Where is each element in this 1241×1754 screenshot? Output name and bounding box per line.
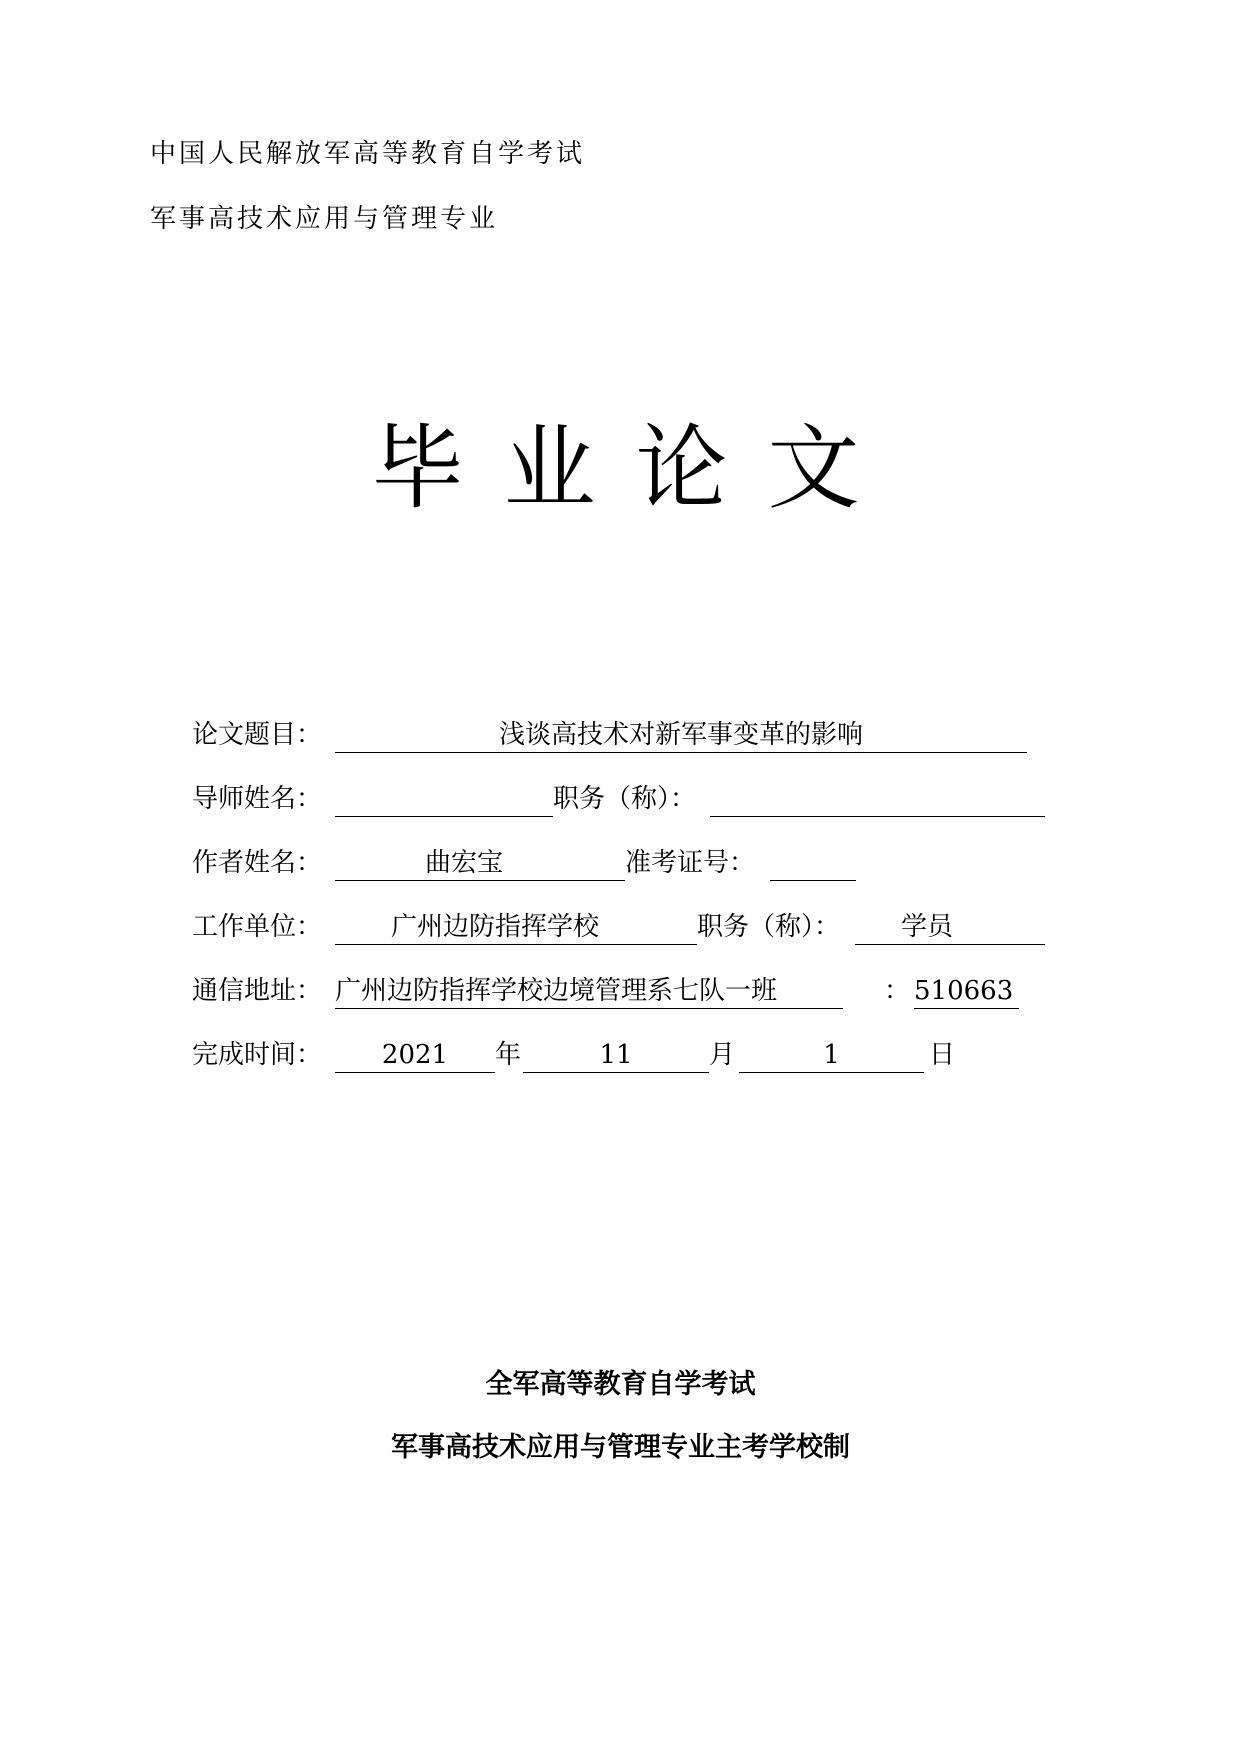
address-field[interactable]: 广州边防指挥学校边境管理系七队一班 [335, 974, 843, 1009]
exam-id-label: 准考证号： [625, 848, 756, 878]
unit-field[interactable]: 广州边防指挥学校 [335, 910, 697, 945]
month-field[interactable]: 11 [523, 1038, 709, 1073]
topic-field[interactable]: 浅谈高技术对新军事变革的影响 [335, 718, 1027, 753]
unit-title-label: 职务（称）： [697, 912, 841, 942]
topic-label: 论文题目： [192, 720, 323, 750]
footer-line-2: 军事高技术应用与管理专业主考学校制 [391, 1432, 850, 1463]
month-unit: 月 [709, 1040, 736, 1070]
author-field[interactable]: 曲宏宝 [335, 846, 625, 881]
header-line-2: 军事高技术应用与管理专业 [150, 204, 499, 234]
unit-label: 工作单位： [192, 912, 323, 942]
address-label: 通信地址： [192, 976, 323, 1006]
year-field[interactable]: 2021 [335, 1038, 495, 1073]
advisor-field[interactable] [335, 782, 553, 817]
unit-title-field[interactable]: 学员 [855, 910, 1045, 945]
postcode-separator: ： [884, 976, 911, 1006]
year-unit: 年 [495, 1040, 522, 1070]
header-line-1: 中国人民解放军高等教育自学考试 [150, 139, 586, 169]
date-label: 完成时间： [192, 1040, 323, 1070]
day-unit: 日 [929, 1040, 956, 1070]
advisor-label: 导师姓名： [192, 784, 323, 814]
day-field[interactable]: 1 [739, 1038, 924, 1073]
advisor-title-label: 职务（称）： [553, 784, 697, 814]
postcode-field[interactable]: 510663 [914, 974, 1019, 1009]
advisor-title-field[interactable] [710, 782, 1045, 817]
exam-id-field[interactable] [770, 846, 856, 881]
footer-line-1: 全军高等教育自学考试 [485, 1369, 756, 1400]
document-title: 毕业论文 [371, 415, 900, 522]
author-label: 作者姓名： [192, 848, 323, 878]
